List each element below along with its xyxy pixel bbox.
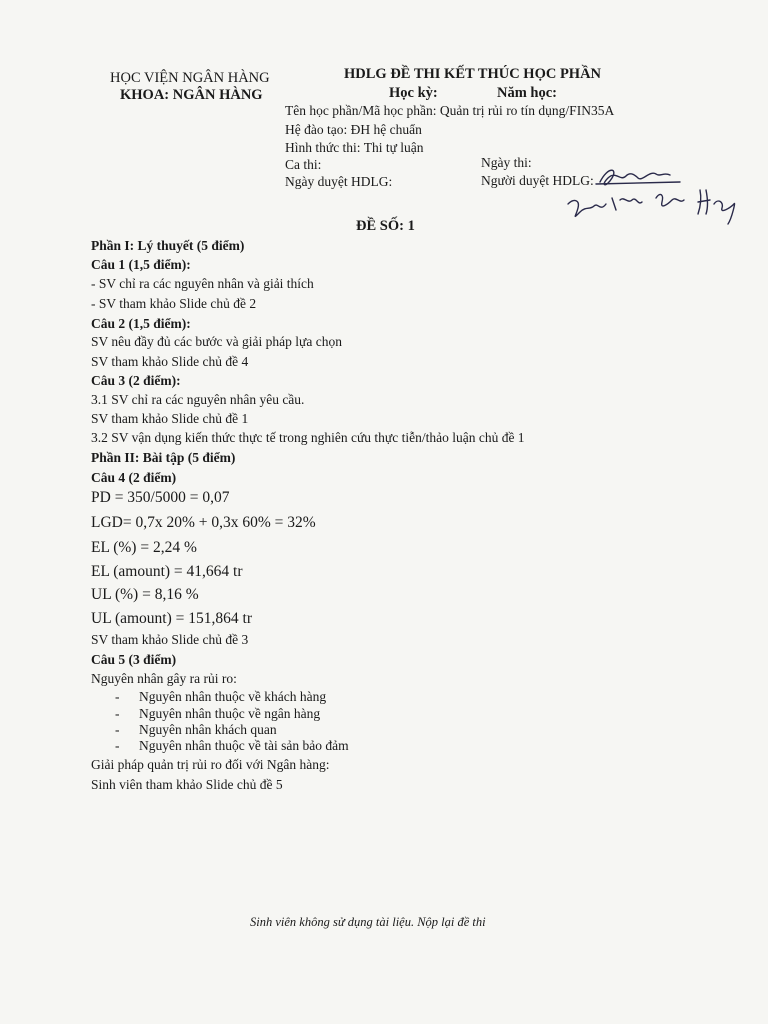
- year-label: Năm học:: [497, 85, 558, 101]
- q5-solution: Giải pháp quản trị rủi ro đối với Ngân hàng:: [91, 757, 330, 772]
- handwritten-signature: [560, 160, 750, 230]
- q2-line1: SV nêu đầy đủ các bước và giải pháp lựa chọn: [91, 334, 342, 349]
- list-item: - Nguyên nhân thuộc về tài sản bảo đảm: [115, 738, 349, 753]
- faculty-name: KHOA: NGÂN HÀNG: [120, 87, 263, 103]
- q2-title: Câu 2 (1,5 điểm):: [91, 316, 191, 331]
- q3-title: Câu 3 (2 điểm):: [91, 373, 181, 388]
- list-item: - Nguyên nhân thuộc về khách hàng: [115, 689, 327, 704]
- program-line: Hệ đào tạo: ĐH hệ chuẩn: [285, 122, 422, 137]
- shift-line: Ca thi:: [285, 157, 322, 172]
- q4-reference: SV tham khảo Slide chủ đề 3: [91, 632, 249, 647]
- approve-date-line: Ngày duyệt HDLG:: [285, 174, 393, 189]
- el-amount: EL (amount) = 41,664 tr: [91, 563, 243, 580]
- q4-title: Câu 4 (2 điểm): [91, 470, 177, 485]
- q5-title: Câu 5 (3 điểm): [91, 652, 177, 667]
- q5-intro: Nguyên nhân gây ra rủi ro:: [91, 671, 237, 686]
- q3-line2: SV tham khảo Slide chủ đề 1: [91, 411, 249, 426]
- lgd-formula: LGD= 0,7x 20% + 0,3x 60% = 32%: [91, 514, 316, 531]
- exam-number: ĐỀ SỐ: 1: [356, 218, 415, 234]
- semester-label: Học kỳ:: [389, 85, 438, 101]
- part2-title: Phần II: Bài tập (5 điểm): [91, 450, 236, 465]
- el-percent: EL (%) = 2,24 %: [91, 539, 197, 556]
- q3-line1: 3.1 SV chỉ ra các nguyên nhân yêu cầu.: [91, 392, 305, 407]
- q3-line3: 3.2 SV vận dụng kiến thức thực tế trong nghiên cứu thực tiễn/thảo luận chủ đề 1: [91, 430, 525, 445]
- q1-line1: - SV chỉ ra các nguyên nhân và giải thích: [91, 276, 314, 291]
- part1-title: Phần I: Lý thuyết (5 điểm): [91, 238, 245, 253]
- exam-date-line: Ngày thi:: [481, 155, 532, 170]
- institute-name: HỌC VIỆN NGÂN HÀNG: [110, 70, 270, 86]
- q2-line2: SV tham khảo Slide chủ đề 4: [91, 354, 249, 369]
- format-line: Hình thức thi: Thi tự luận: [285, 140, 424, 155]
- list-item: - Nguyên nhân thuộc về ngân hàng: [115, 706, 321, 721]
- q1-title: Câu 1 (1,5 điểm):: [91, 257, 191, 272]
- q5-reference: Sinh viên tham khảo Slide chủ đề 5: [91, 777, 283, 792]
- ul-percent: UL (%) = 8,16 %: [91, 586, 199, 603]
- pd-formula: PD = 350/5000 = 0,07: [91, 489, 230, 506]
- q1-line2: - SV tham khảo Slide chủ đề 2: [91, 296, 257, 311]
- list-item: - Nguyên nhân khách quan: [115, 722, 277, 737]
- approver-line: Người duyệt HDLG:: [481, 173, 594, 188]
- ul-amount: UL (amount) = 151,864 tr: [91, 610, 252, 627]
- course-line: Tên học phần/Mã học phần: Quản trị rủi ro tín dụng/FIN35A: [285, 103, 615, 118]
- footer-note: Sinh viên không sử dụng tài liệu. Nộp lại đề thi: [250, 915, 486, 929]
- exam-guide-title: HDLG ĐỀ THI KẾT THÚC HỌC PHẦN: [344, 66, 602, 82]
